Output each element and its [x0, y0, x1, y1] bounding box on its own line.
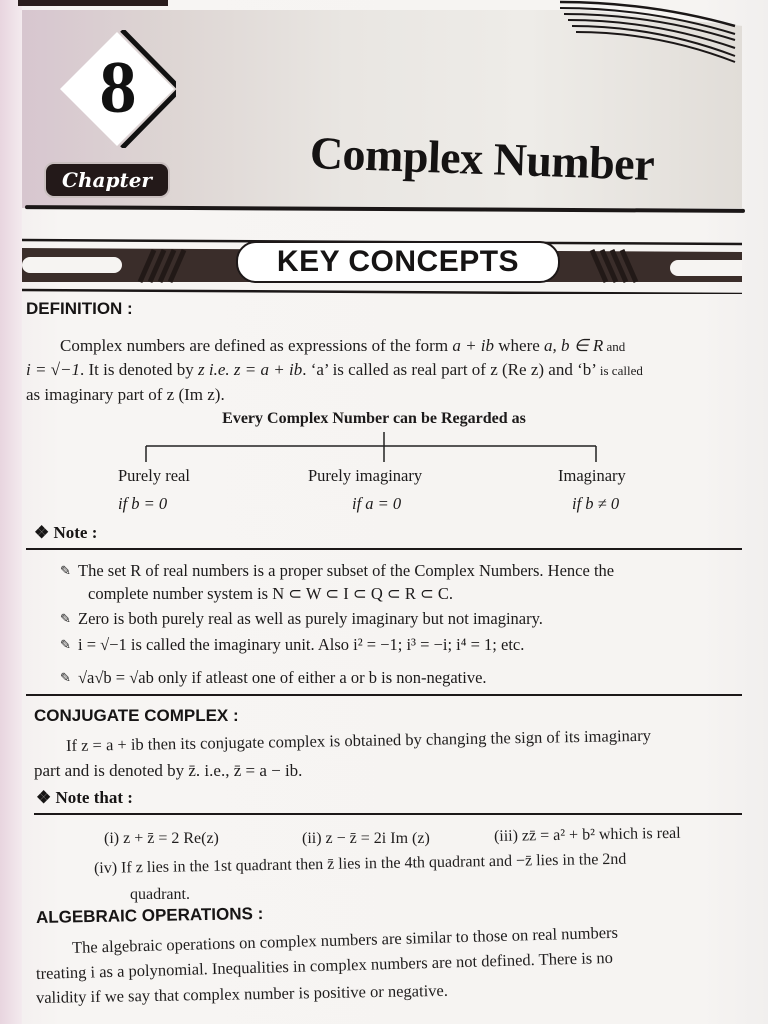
property-iii: (iii) zz̄ = a² + b² which is real	[493, 824, 681, 845]
text: is called	[599, 363, 643, 378]
category-purely-imaginary: Purely imaginary	[308, 466, 423, 485]
text: and	[603, 339, 626, 354]
note-that-rule	[34, 813, 742, 815]
key-concepts-title: KEY CONCEPTS	[236, 241, 560, 283]
page-edge-shadow	[0, 0, 22, 1024]
text: The set R of real numbers is a proper subset of the Complex Numbers. Hence the	[78, 561, 615, 580]
text: √a√b = √ab only if atleast one of either a or b is non-negative.	[78, 668, 487, 687]
algebraic-line-2: treating i as a polynomial. Inequalities in complex numbers are not defined. There is no	[35, 947, 614, 983]
conjugate-heading: CONJUGATE COMPLEX :	[34, 706, 239, 725]
text: Zero is both purely real as well as purely imaginary but not imaginary.	[78, 609, 543, 628]
condition-purely-real: if b = 0	[118, 494, 168, 513]
pen-nib-icon: ✎	[60, 637, 71, 652]
pen-nib-icon: ✎	[60, 563, 71, 578]
property-i: (i) z + z̄ = 2 Re(z)	[104, 830, 219, 847]
algebraic-line-1: The algebraic operations on complex numbers are similar to those on real numbers	[71, 922, 619, 957]
math-expression: a, b ∈ R	[544, 336, 604, 355]
note-heading: ❖ Note :	[34, 523, 98, 542]
note-rule-top	[26, 548, 742, 550]
text: where	[494, 336, 545, 355]
property-ii: (ii) z − z̄ = 2i Im (z)	[302, 830, 430, 847]
property-iv-cont: quadrant.	[130, 886, 190, 903]
note-bullet-1-cont: complete number system is N ⊂ W ⊂ I ⊂ Q ⊂ R ⊂ C.	[88, 584, 454, 603]
category-imaginary: Imaginary	[558, 466, 626, 485]
text: i = √−1 is called the imaginary unit. Also i² = −1; i³ = −i; i⁴ = 1; etc.	[78, 635, 525, 654]
top-strip	[18, 0, 168, 6]
conjugate-line-1: If z = a + ib then its conjugate complex is obtained by changing the sign of its imaginary	[65, 725, 652, 755]
note-bullet-4	[60, 667, 487, 689]
math-expression: i = √−1	[26, 360, 80, 379]
pen-nib-icon: ✎	[60, 670, 71, 685]
definition-heading: DEFINITION :	[26, 299, 133, 318]
note-that-heading: ❖ Note that :	[36, 788, 133, 807]
text: . ‘a’ is called as real part of z (Re z) and ‘b’	[302, 360, 600, 379]
note-rule-bottom	[26, 694, 742, 696]
note-bullet-2	[60, 608, 543, 630]
definition-line-1	[60, 335, 625, 358]
definition-line-3: as imaginary part of z (Im z).	[26, 385, 225, 404]
algebraic-line-3: validity if we say that complex number is positive or negative.	[35, 980, 449, 1007]
condition-imaginary: if b ≠ 0	[572, 494, 620, 513]
definition-line-2	[26, 359, 643, 382]
diagram-title: Every Complex Number can be Regarded as	[222, 410, 526, 427]
decorative-curved-lines	[560, 0, 740, 64]
note-bullet-3	[60, 634, 524, 656]
category-purely-real: Purely real	[118, 466, 190, 485]
property-iv: (iv) If z lies in the 1st quadrant then z̄ lies in the 4th quadrant and −z̄ lies in the 2nd	[93, 850, 627, 877]
pen-nib-icon: ✎	[60, 611, 71, 626]
chapter-label-pill: Chapter	[44, 162, 170, 198]
chapter-title: Complex Number	[309, 127, 656, 191]
condition-purely-imaginary: if a = 0	[352, 494, 402, 513]
math-expression: a + ib	[452, 336, 495, 355]
algebraic-heading: ALGEBRAIC OPERATIONS :	[35, 904, 264, 927]
math-expression: z i.e. z = a + ib	[198, 360, 303, 379]
note-bullet-1	[60, 560, 614, 582]
classification-tree-lines	[140, 432, 602, 464]
text: Complex numbers are defined as expressions of the form	[60, 336, 453, 355]
chapter-number: 8	[99, 47, 137, 129]
conjugate-line-2: part and is denoted by z̄. i.e., z̄ = a − ib.	[34, 761, 303, 780]
text: . It is denoted by	[80, 360, 199, 379]
